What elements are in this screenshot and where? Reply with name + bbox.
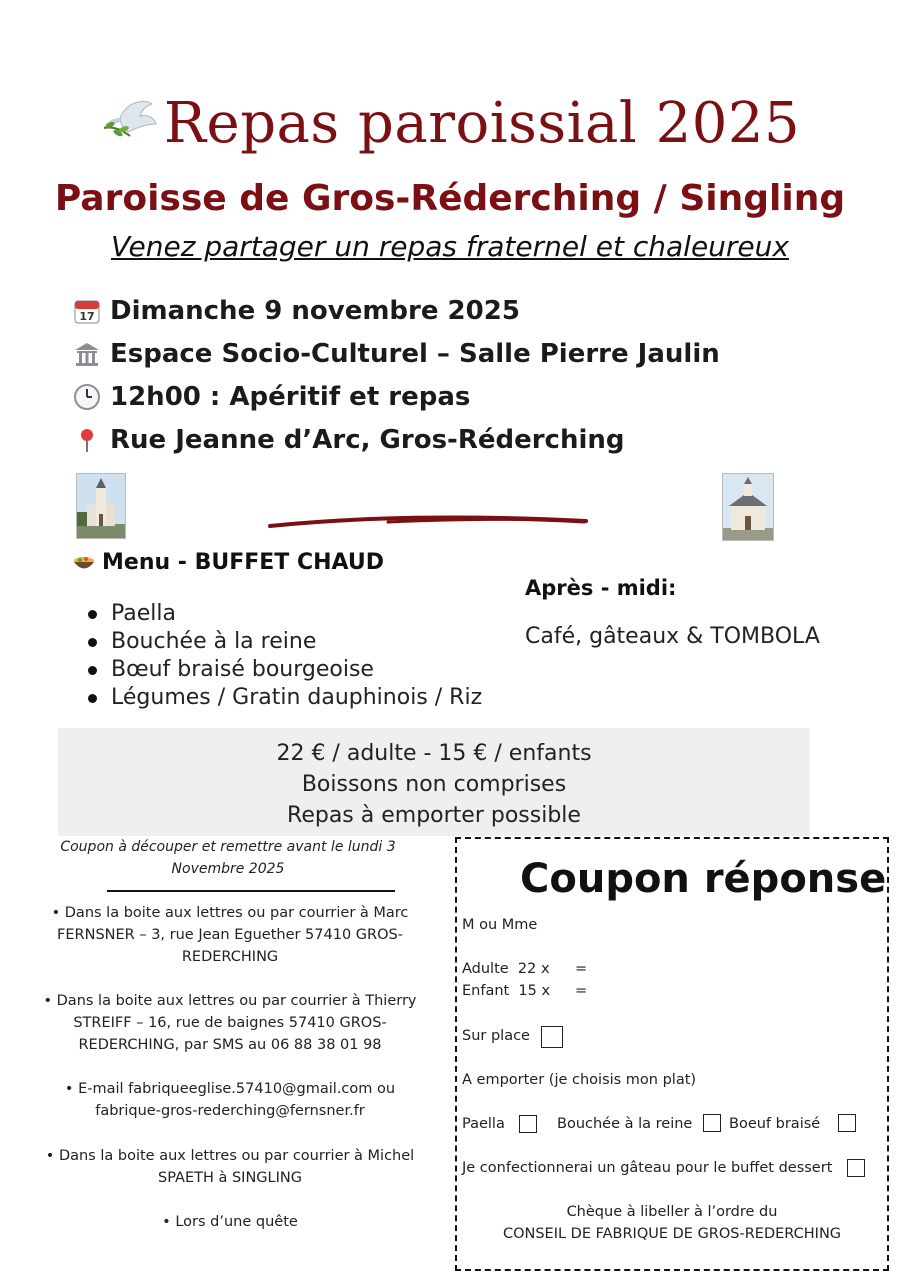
cake-label: Je confectionnerai un gâteau pour le buffet dessert	[462, 1160, 833, 1176]
cheque-line-2: CONSEIL DE FABRIQUE DE GROS-REDERCHING	[502, 1226, 842, 1242]
name-label: M ou Mme	[462, 917, 538, 933]
pin-icon	[72, 425, 102, 455]
svg-text:17: 17	[79, 310, 95, 323]
child-label: Enfant 15 x	[462, 983, 551, 999]
adult-equals: =	[575, 961, 588, 977]
info-address: Rue Jeanne d’Arc, Gros-Réderching	[72, 422, 625, 458]
list-item: Bœuf braisé bourgeoise	[88, 656, 482, 684]
takeaway-label: A emporter (je choisis mon plat)	[462, 1072, 697, 1088]
dish-boeuf-label: Boeuf braisé	[729, 1116, 821, 1132]
clock-icon	[72, 382, 102, 412]
menu-heading: Menu - BUFFET CHAUD	[72, 550, 384, 575]
takeaway-note: Repas à emporter possible	[287, 803, 581, 828]
cheque-line-1: Chèque à libeller à l’ordre du	[566, 1204, 778, 1220]
list-item: • E-mail fabriqueeglise.57410@gmail.com ou fabrique-gros-rederching@fernsner.fr	[64, 1081, 396, 1119]
dish-paella-label: Paella	[462, 1116, 505, 1132]
info-date: 17 Dimanche 9 novembre 2025	[72, 293, 520, 329]
drinks-note: Boissons non comprises	[301, 772, 567, 797]
menu-list	[88, 600, 482, 712]
list-item: • Dans la boite aux lettres ou par courrier à Michel SPAETH à SINGLING	[45, 1148, 415, 1186]
adult-label: Adulte 22 x	[462, 961, 550, 977]
church-photo-left	[76, 473, 126, 539]
tagline: Venez partager un repas fraternel et chaleureux	[111, 230, 789, 263]
bouchee-checkbox[interactable]	[703, 1114, 721, 1132]
bowl-icon	[72, 553, 96, 573]
price-box	[58, 728, 810, 836]
parish-subtitle: Paroisse de Gros-Réderching / Singling	[54, 178, 846, 219]
afternoon-text: Café, gâteaux & TOMBOLA	[525, 624, 820, 649]
dish-bouchee-label: Bouchée à la reine	[557, 1116, 693, 1132]
child-equals: =	[575, 983, 588, 999]
cake-checkbox[interactable]	[847, 1159, 865, 1177]
divider	[107, 890, 395, 892]
coupon-deadline-note: Coupon à découper et remettre avant le lundi 3 Novembre 2025	[60, 839, 396, 877]
list-item: Légumes / Gratin dauphinois / Riz	[88, 684, 482, 712]
price-line: 22 € / adulte - 15 € / enfants	[276, 741, 592, 766]
list-item: Paella	[88, 600, 482, 628]
list-item: • Lors d’une quête	[162, 1214, 298, 1230]
coupon-title: Coupon réponse	[520, 856, 887, 902]
afternoon-heading: Après - midi:	[525, 576, 677, 600]
list-item: • Dans la boite aux lettres ou par courrier à Thierry STREIFF – 16, rue de baignes 57410 GROS-REDERCHING, par SMS au 06 88 38 01 98	[43, 993, 417, 1053]
calendar-icon	[72, 296, 102, 326]
church-photo-right	[722, 473, 774, 541]
list-item: Bouchée à la reine	[88, 628, 482, 656]
boeuf-checkbox[interactable]	[838, 1114, 856, 1132]
paella-checkbox[interactable]	[519, 1115, 537, 1133]
page-title	[0, 88, 900, 156]
onsite-label: Sur place	[462, 1028, 530, 1044]
building-icon	[72, 339, 102, 369]
info-time: 12h00 : Apéritif et repas	[72, 379, 470, 415]
info-place: Espace Socio-Culturel – Salle Pierre Jaulin	[72, 336, 720, 372]
onsite-checkbox[interactable]	[541, 1026, 563, 1048]
decorative-brush-stroke	[268, 510, 588, 532]
list-item: • Dans la boite aux lettres ou par courrier à Marc FERNSNER – 3, rue Jean Eguether 57410 GROS-REDERCHING	[51, 905, 409, 965]
title-text: Repas paroissial 2025	[163, 91, 801, 156]
dove-icon	[100, 88, 162, 150]
